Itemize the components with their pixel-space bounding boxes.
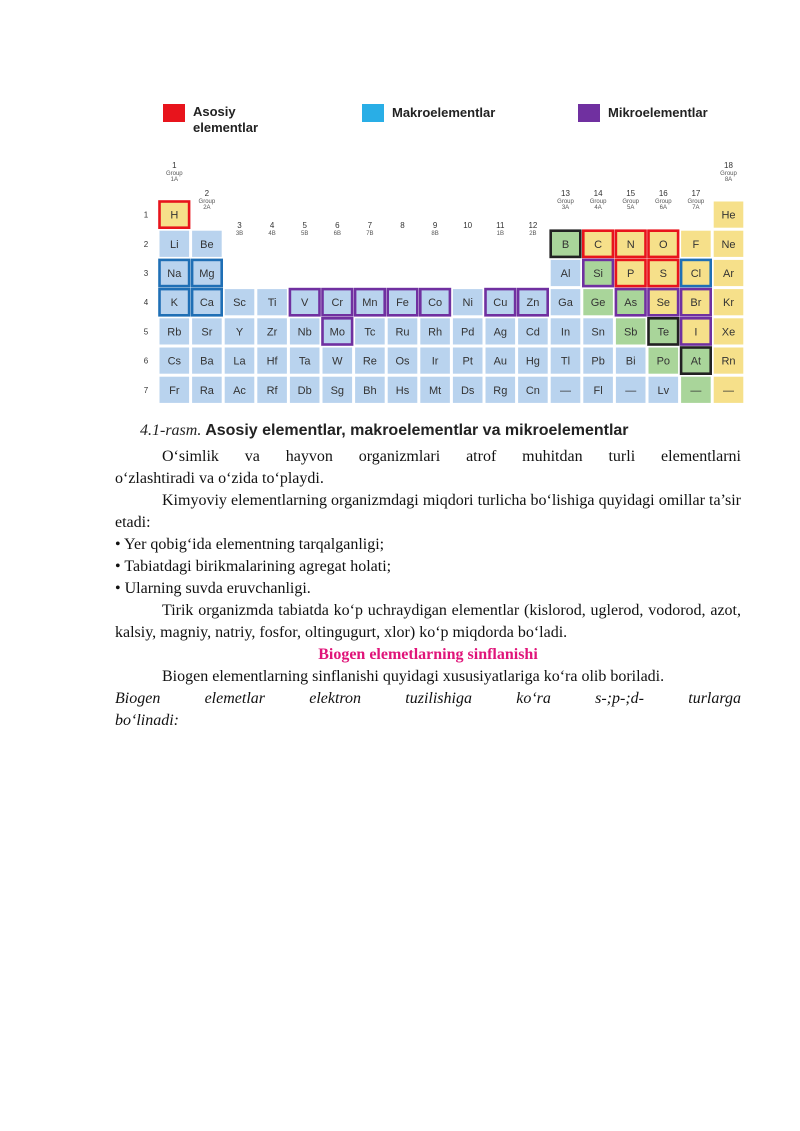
element-symbol-Zr: Zr (266, 326, 278, 339)
element-symbol-Ca: Ca (199, 297, 214, 310)
element-symbol-Pd: Pd (460, 326, 475, 339)
element-symbol-V: V (301, 297, 309, 310)
group-sub2-15: 5A (627, 205, 635, 211)
legend-mikro (578, 104, 708, 122)
group-number-5: 5 (302, 221, 307, 230)
element-symbol-As: As (624, 297, 638, 310)
element-symbol-Re: Re (362, 355, 377, 368)
element-symbol-—: — (560, 384, 571, 397)
legend-swatch-purple (578, 104, 600, 122)
group-number-16: 16 (658, 189, 668, 198)
element-symbol-Fr: Fr (169, 384, 180, 397)
period-number-1: 1 (143, 210, 149, 220)
periodic-table (140, 158, 750, 408)
element-symbol-Fe: Fe (396, 297, 409, 310)
element-symbol-Rf: Rf (266, 384, 278, 397)
figure-caption (140, 422, 740, 440)
group-sub-2: Group (198, 199, 216, 205)
element-symbol-Te: Te (657, 326, 670, 339)
element-symbol-Bh: Bh (363, 384, 377, 397)
element-symbol-Co: Co (428, 297, 443, 310)
element-symbol-Cd: Cd (525, 326, 540, 339)
group-sub2-2: 2A (203, 205, 211, 211)
element-symbol-Rn: Rn (721, 355, 736, 368)
element-symbol-Ba: Ba (200, 355, 214, 368)
element-symbol-Rg: Rg (493, 384, 508, 397)
element-symbol-Xe: Xe (721, 326, 736, 339)
body-text (115, 446, 741, 732)
element-symbol-B: B (561, 238, 570, 251)
element-symbol-Br: Br (690, 297, 702, 310)
group-sub-1: Group (165, 171, 183, 177)
group-sub-14: Group (589, 199, 607, 205)
group-number-8: 8 (400, 221, 405, 230)
element-symbol-Al: Al (560, 268, 571, 280)
element-symbol-K: K (170, 297, 178, 310)
element-symbol-La: La (233, 355, 246, 368)
element-symbol-Hf: Hf (266, 355, 278, 368)
element-symbol-H: H (170, 209, 179, 222)
element-symbol-Ni: Ni (462, 297, 473, 310)
group-number-3: 3 (237, 221, 242, 230)
element-symbol-Tl: Tl (560, 355, 571, 368)
element-symbol-Cs: Cs (167, 355, 182, 368)
group-sub2-17: 7A (692, 205, 700, 211)
group-sub-16: Group (654, 199, 672, 205)
group-number-10: 10 (463, 221, 473, 230)
element-symbol-Cr: Cr (331, 297, 344, 310)
figure-legend (160, 100, 750, 150)
element-symbol-At: At (690, 355, 702, 368)
group-sub2-1: 1A (170, 177, 178, 183)
group-number-1: 1 (172, 161, 177, 170)
element-symbol-Po: Po (656, 355, 671, 368)
period-number-4: 4 (143, 298, 149, 308)
bullet-1: • Yer qobig‘ida elementning tarqalganligi; (115, 536, 385, 553)
group-sub-4: 4B (268, 231, 276, 237)
element-symbol-Pt: Pt (462, 355, 473, 368)
group-sub-5: 5B (301, 231, 309, 237)
legend-asosiy-label-1: Asosiy (193, 104, 236, 119)
group-sub-12: 2B (529, 231, 537, 237)
element-symbol-Sr: Sr (201, 326, 213, 339)
group-sub-17: Group (687, 199, 705, 205)
element-symbol-Rh: Rh (428, 326, 443, 339)
element-symbol-P: P (627, 268, 635, 280)
element-symbol-C: C (594, 238, 603, 251)
group-sub-15: Group (622, 199, 640, 205)
period-number-6: 6 (143, 356, 149, 366)
element-symbol-N: N (626, 238, 635, 251)
period-number-3: 3 (143, 269, 149, 278)
element-symbol-Cn: Cn (525, 384, 540, 397)
legend-makro (362, 104, 495, 122)
element-symbol-Ne: Ne (721, 238, 736, 251)
element-symbol-Mn: Mn (362, 297, 378, 310)
group-number-12: 12 (528, 221, 538, 230)
element-symbol-O: O (659, 238, 668, 251)
group-number-14: 14 (593, 189, 603, 198)
element-symbol-Ir: Ir (431, 355, 439, 368)
caption-text: Asosiy elementlar, makroelementlar va mikroelementlar (205, 422, 629, 439)
element-symbol-Hs: Hs (395, 384, 410, 397)
period-number-5: 5 (143, 327, 149, 337)
section-heading: Biogen elemetlarning sinflanishi (318, 646, 538, 663)
element-symbol-Db: Db (297, 384, 312, 397)
element-symbol-I: I (694, 326, 698, 339)
paragraph-5-line-2: bo‘linadi: (115, 712, 179, 729)
element-symbol-Be: Be (200, 238, 214, 251)
element-symbol-Lv: Lv (657, 384, 670, 397)
group-number-18: 18 (724, 161, 733, 170)
element-symbol-Rb: Rb (167, 326, 182, 339)
legend-asosiy-label-2: elementlar (193, 120, 259, 135)
group-number-11: 11 (496, 221, 505, 230)
group-sub-13: Group (557, 199, 574, 205)
element-symbol-Os: Os (395, 355, 410, 368)
element-symbol-Cl: Cl (690, 268, 702, 280)
element-symbol-Zn: Zn (526, 297, 540, 310)
element-symbol-Ge: Ge (590, 297, 606, 310)
paragraph-3: Tirik organizmda tabiatda ko‘p uchraydigan elementlar (kislorod, uglerod, vodorod, azot, kalsiy, magniy, natriy, fosfor, oltingugurt, xlor) ko‘p miqdorda bo‘ladi. (115, 602, 741, 641)
element-symbol-Na: Na (167, 268, 182, 280)
element-symbol-Mt: Mt (428, 384, 442, 397)
element-symbol-Sg: Sg (330, 384, 345, 397)
period-number-2: 2 (143, 239, 149, 249)
element-symbol-Ac: Ac (233, 384, 246, 397)
element-symbol-Cu: Cu (493, 297, 508, 310)
group-sub-6: 6B (333, 231, 341, 237)
element-symbol-Au: Au (493, 355, 508, 368)
element-symbol-Ra: Ra (199, 384, 214, 397)
group-sub2-14: 4A (594, 205, 602, 211)
element-symbol-Mo: Mo (329, 326, 345, 339)
element-symbol-Pb: Pb (591, 355, 605, 368)
element-symbol-W: W (332, 355, 343, 368)
periodic-table-figure (140, 96, 750, 441)
element-symbol-Bi: Bi (625, 355, 636, 368)
element-symbol-Sn: Sn (591, 326, 605, 339)
group-sub-7: 7B (366, 231, 374, 237)
group-number-6: 6 (335, 221, 340, 230)
caption-number: 4.1-rasm. (140, 422, 202, 439)
group-sub2-13: 3A (561, 205, 570, 211)
paragraph-4: Biogen elementlarning sinflanishi quyidagi xususiyatlariga ko‘ra olib boriladi. (162, 668, 665, 685)
element-symbol-Kr: Kr (723, 297, 734, 310)
periodic-table-svg (140, 158, 750, 408)
paragraph-2: Kimyoviy elementlarning organizmdagi miqdori turlicha bo‘lishiga quyidagi omillar ta’sir etadi: (115, 492, 741, 531)
group-sub-3: 3B (235, 231, 244, 237)
element-symbol-—: — (690, 384, 702, 397)
group-sub-11: 1B (496, 231, 504, 237)
element-symbol-Ds: Ds (460, 384, 475, 397)
legend-swatch-blue (362, 104, 384, 122)
group-number-9: 9 (432, 221, 438, 230)
group-sub-18: Group (720, 171, 737, 177)
legend-makro-label: Makroelementlar (392, 105, 496, 120)
group-number-2: 2 (204, 189, 210, 198)
group-number-15: 15 (626, 189, 636, 198)
element-symbol-Ti: Ti (267, 297, 277, 310)
element-symbol-Si: Si (593, 268, 603, 280)
group-number-17: 17 (691, 189, 701, 198)
period-number-7: 7 (143, 385, 149, 395)
bullet-3: • Ularning suvda eruvchanligi. (115, 580, 311, 597)
group-sub-9: 8B (431, 231, 439, 237)
element-symbol-Li: Li (170, 238, 179, 251)
group-sub2-16: 6A (659, 205, 667, 211)
element-symbol-Ag: Ag (493, 326, 508, 339)
bullet-2: • Tabiatdagi birikmalarining agregat holati; (115, 558, 392, 575)
element-symbol-Mg: Mg (199, 268, 215, 280)
element-symbol-Sc: Sc (233, 297, 246, 310)
paragraph-1-line-2: o‘zlashtiradi va o‘zida to‘playdi. (115, 470, 324, 487)
element-symbol-Ta: Ta (298, 355, 311, 368)
element-symbol-—: — (723, 384, 734, 397)
group-number-7: 7 (367, 221, 373, 230)
element-symbol-—: — (625, 384, 637, 397)
element-symbol-Y: Y (235, 326, 244, 339)
group-sub2-18: 8A (724, 177, 733, 183)
paragraph-5-line-1: Biogen elemetlar elektron tuzilishiga ko‘ra s-;p-;d- turlarga (115, 690, 741, 707)
paragraph-1-line-1: O‘simlik va hayvon organizmlari atrof muhitdan turli elementlarni (162, 448, 741, 465)
element-symbol-S: S (659, 268, 667, 280)
element-symbol-Ar: Ar (723, 268, 734, 280)
element-symbol-Ru: Ru (395, 326, 410, 339)
element-symbol-Tc: Tc (364, 326, 376, 339)
element-symbol-Sb: Sb (623, 326, 638, 339)
legend-swatch-red (163, 104, 185, 122)
element-symbol-Se: Se (656, 297, 671, 310)
element-symbol-Ga: Ga (558, 297, 573, 310)
element-symbol-Nb: Nb (297, 326, 312, 339)
group-number-4: 4 (269, 221, 275, 230)
element-symbol-Fl: Fl (593, 384, 603, 397)
element-symbol-He: He (721, 209, 736, 222)
element-symbol-F: F (692, 238, 700, 251)
element-symbol-In: In (560, 326, 571, 339)
legend-asosiy (163, 104, 273, 136)
element-symbol-Hg: Hg (525, 355, 540, 368)
group-number-13: 13 (561, 189, 570, 198)
legend-mikro-label: Mikroelementlar (608, 105, 708, 120)
